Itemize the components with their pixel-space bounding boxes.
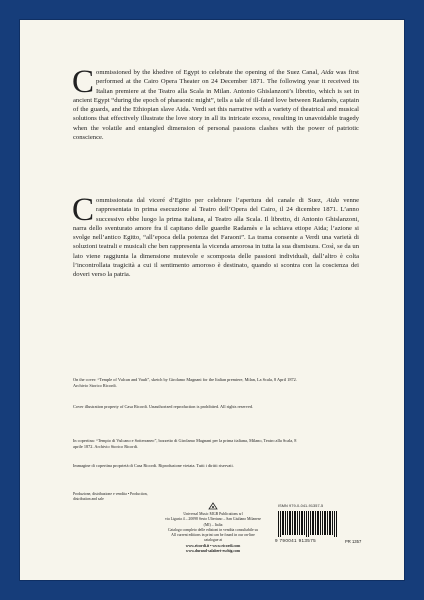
barcode-icon — [278, 511, 338, 537]
italian-text-start: ommissionata dal viceré d’Egitto per celebrare l’apertura del canale di Suez, — [96, 197, 327, 204]
english-text-end: was first performed at the Cairo Opera Theater on 24 December 1871. The following year it received its Italian premiere at the Teatro alla Scala in Milan. Antonio Ghislanzoni’s libretto, which is set in ancient Egypt “during the epoch of pharaonic might”, tells a tale of ill-fated love between Radamès, captain of the guards, and the Ethiopian slave Aida. Verdi set this narrative with a variety of theatrical and musical solutions that effectively illustrate the love story in all its intricate excess, resulting in unavoidable tragedy when the volatile and entangled dimension of personal passions clashes with the power of patriotic conscience. — [73, 69, 359, 142]
barcode-digits: 9 790041 913575 — [275, 538, 317, 543]
publisher-block — [165, 502, 261, 554]
website-ricordi-com[interactable]: www.ricordi.com — [212, 543, 241, 548]
publisher-name: Universal Music MGB Publications srl — [183, 512, 243, 516]
product-code: PR 1357 — [345, 539, 362, 544]
cover-credit-english: On the cover: “Temple of Vulcan and Vault”, sketch by Girolamo Magnani for the Italian premiere, Milan, La Scala, 8 April 1872. Archivio Storico Ricordi. — [73, 377, 297, 389]
english-text-start: ommissioned by the khedive of Egypt to celebrate the opening of the Suez Canal, — [96, 69, 322, 76]
catalogue-note-english: All current editions in print can be found in our on-line catalogue at — [171, 533, 255, 543]
rights-notice-italian: Immagine di copertina proprietà di Casa Ricordi. Riproduzione vietata. Tutti i diritti riservati. — [73, 463, 234, 468]
publisher-address: via Liguria 4 – 20098 Sesto Ulteriano – San Giuliano Milanese (MI) – Italia — [165, 517, 261, 527]
production-note: Produzione, distribuzione e vendita • Production, distribution and sale — [73, 492, 148, 502]
rights-notice-english: Cover illustration property of Casa Ricordi. Unauthorized reproduction is prohibited. All rights reserved. — [73, 404, 254, 409]
website-separator: • — [209, 543, 213, 548]
dropcap-english: C — [72, 64, 95, 100]
dropcap-italian: C — [72, 192, 95, 228]
website-ricordi-it[interactable]: www.ricordi.it — [185, 543, 210, 548]
english-paragraph — [72, 64, 359, 142]
italian-text-end: venne rappresentata in prima esecuzione al Teatro dell’Opera del Cairo, il 24 dicembre 1871. L’anno successivo ebbe luogo la prima italiana, al Teatro alla Scala. Il libretto, di Antonio Ghislanzoni, narra dello sventurato amore fra il capitano delle guardie Radamès e la schiava etiope Aida; l’azione si svolge nell’antico Egitto, “all’epoca della potenza dei Faraoni”. La trama consente a Verdi una varietà di soluzioni teatrali e musicali che ben rappresenta la vicenda amorosa in tutta la sua dismisura. Così, se da un lato viene raggiunta la dimensione mutevole e scomposta delle passioni individuali, dall’altro è colta l’incontrollata tragicità a cui il sentimento amoroso è destinato, quando si scontra con la coscienza dei doveri verso la patria. — [73, 197, 359, 279]
website-durand[interactable]: www.durand-salabert-eschig.com — [185, 549, 241, 554]
publisher-logo-icon — [208, 502, 218, 510]
ismn-number: ISMN 979-0-041-91357-5 — [278, 504, 324, 508]
italian-opera-title: Aida — [326, 197, 340, 204]
cover-credit-italian: In copertina: “Tempio di Vulcano e Sotterraneo”, bozzetto di Girolamo Magnani per la prima italiana, Milano, Teatro alla Scala, 8 aprile 1872. Archivio Storico Ricordi. — [73, 438, 297, 450]
back-cover-page — [19, 19, 405, 581]
english-opera-title: Aida — [321, 69, 334, 76]
catalogue-note-italian: Catalogo completo delle edizioni in vendita consultabile su — [168, 527, 258, 532]
italian-paragraph — [72, 192, 359, 280]
